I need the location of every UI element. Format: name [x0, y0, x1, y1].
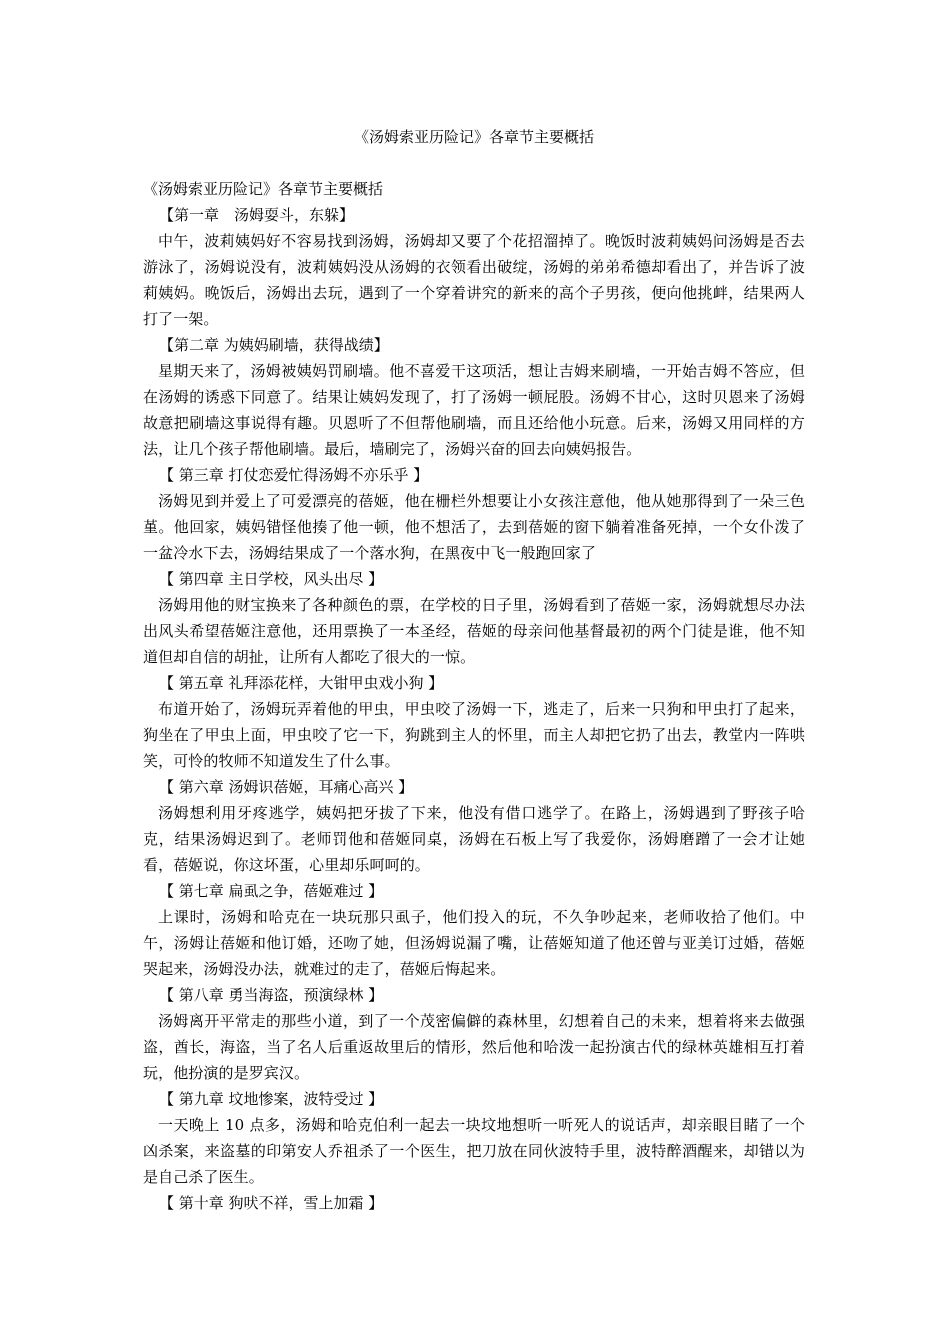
- chapter-summary: 汤姆见到并爱上了可爱漂亮的蓓姬，他在栅栏外想要让小女孩注意他，他从她那得到了一朵三色堇。他回家，姨妈错怪他揍了他一顿，他不想活了，去到蓓姬的窗下躺着准备死掉，一个女仆泼了一盆冷水下去，汤姆结果成了一个落水狗，在黑夜中飞一般跑回家了: [143, 492, 805, 562]
- chapter-7: [143, 878, 805, 982]
- chapter-summary: 中午，波莉姨妈好不容易找到汤姆，汤姆却又要了个花招溜掉了。晚饭时波莉姨妈问汤姆是否去游泳了，汤姆说没有，波莉姨妈没从汤姆的衣领看出破绽，汤姆的弟弟希德却看出了，并告诉了波莉姨妈。晚饭后，汤姆出去玩，遇到了一个穿着讲究的新来的高个子男孩，便向他挑衅，结果两人打了一架。: [143, 232, 805, 328]
- chapter-1: [143, 202, 805, 332]
- chapter-5: [143, 670, 805, 774]
- chapter-summary: 一天晚上 10 点多，汤姆和哈克伯利一起去一块坟地想听一听死人的说话声，却亲眼目睹了一个凶杀案，来盗墓的印第安人乔祖杀了一个医生，把刀放在同伙波特手里，波特醉酒醒来，却错以为是自己杀了医生。: [143, 1116, 805, 1186]
- chapter-heading: 【第一章 汤姆耍斗，东躲】: [159, 206, 355, 224]
- chapter-2: [143, 332, 805, 462]
- document-title: 《汤姆索亚历险记》各章节主要概括: [353, 128, 594, 146]
- chapter-10: [143, 1190, 805, 1216]
- chapter-3: [143, 462, 805, 566]
- chapter-heading: 【 第四章 主日学校，风头出尽 】: [159, 570, 384, 588]
- chapter-summary: 汤姆想利用牙疼逃学，姨妈把牙拔了下来，他没有借口逃学了。在路上，汤姆遇到了野孩子哈克，结果汤姆迟到了。老师罚他和蓓姬同桌，汤姆在石板上写了我爱你，汤姆磨蹭了一会才让她看，蓓姬说，你这坏蛋，心里却乐呵呵的。: [143, 804, 805, 874]
- chapter-heading: 【 第五章 礼拜添花样，大钳甲虫戏小狗 】: [159, 674, 444, 692]
- chapter-summary: 汤姆用他的财宝换来了各种颜色的票，在学校的日子里，汤姆看到了蓓姬一家，汤姆就想尽办法出风头希望蓓姬注意他，还用票换了一本圣经，蓓姬的母亲问他基督最初的两个门徒是谁，他不知道但却自信的胡扯，让所有人都吃了很大的一惊。: [143, 596, 805, 666]
- chapter-heading: 【 第六章 汤姆识蓓姬，耳痛心高兴 】: [159, 778, 414, 796]
- chapter-heading: 【第二章 为姨妈刷墙，获得战绩】: [159, 336, 389, 354]
- chapter-summary: 布道开始了，汤姆玩弄着他的甲虫，甲虫咬了汤姆一下，逃走了，后来一只狗和甲虫打了起来，狗坐在了甲虫上面，甲虫咬了它一下，狗跳到主人的怀里，而主人却把它扔了出去，教堂内一阵哄笑，可怜的牧师不知道发生了什么事。: [143, 700, 805, 770]
- chapter-heading: 【 第八章 勇当海盗，预演绿林 】: [159, 986, 384, 1004]
- chapter-6: [143, 774, 805, 878]
- chapter-8: [143, 982, 805, 1086]
- chapter-4: [143, 566, 805, 670]
- chapter-summary: 汤姆离开平常走的那些小道，到了一个茂密偏僻的森林里，幻想着自己的未来，想着将来去做强盗，酋长，海盗，当了名人后重返故里后的情形，然后他和哈泼一起扮演古代的绿林英雄相互打着玩，他扮演的是罗宾汉。: [143, 1012, 805, 1082]
- chapter-summary: 上课时，汤姆和哈克在一块玩那只虱子，他们投入的玩，不久争吵起来，老师收拾了他们。中午，汤姆让蓓姬和他订婚，还吻了她，但汤姆说漏了嘴，让蓓姬知道了他还曾与亚美订过婚，蓓姬哭起来，汤姆没办法，就难过的走了，蓓姬后悔起来。: [143, 908, 805, 978]
- document-page: [143, 124, 805, 1216]
- chapter-9: [143, 1086, 805, 1190]
- chapter-heading: 【 第十章 狗吠不祥，雪上加霜 】: [159, 1194, 384, 1212]
- chapter-summary: 星期天来了，汤姆被姨妈罚刷墙。他不喜爱干这项活，想让吉姆来刷墙，一开始吉姆不答应，但在汤姆的诱惑下同意了。结果让姨妈发现了，打了汤姆一顿屁股。汤姆不甘心，这时贝恩来了汤姆故意把刷墙这事说得有趣。贝恩听了不但帮他刷墙，而且还给他小玩意。后来，汤姆又用同样的方法，让几个孩子帮他刷墙。最后，墙刷完了，汤姆兴奋的回去向姨妈报告。: [143, 362, 805, 458]
- chapter-heading: 【 第七章 扁虱之争，蓓姬难过 】: [159, 882, 384, 900]
- document-intro: 《汤姆索亚历险记》各章节主要概括: [143, 180, 384, 198]
- chapter-heading: 【 第九章 坟地惨案，波特受过 】: [159, 1090, 384, 1108]
- chapter-heading: 【 第三章 打仗恋爱忙得汤姆不亦乐乎 】: [159, 466, 429, 484]
